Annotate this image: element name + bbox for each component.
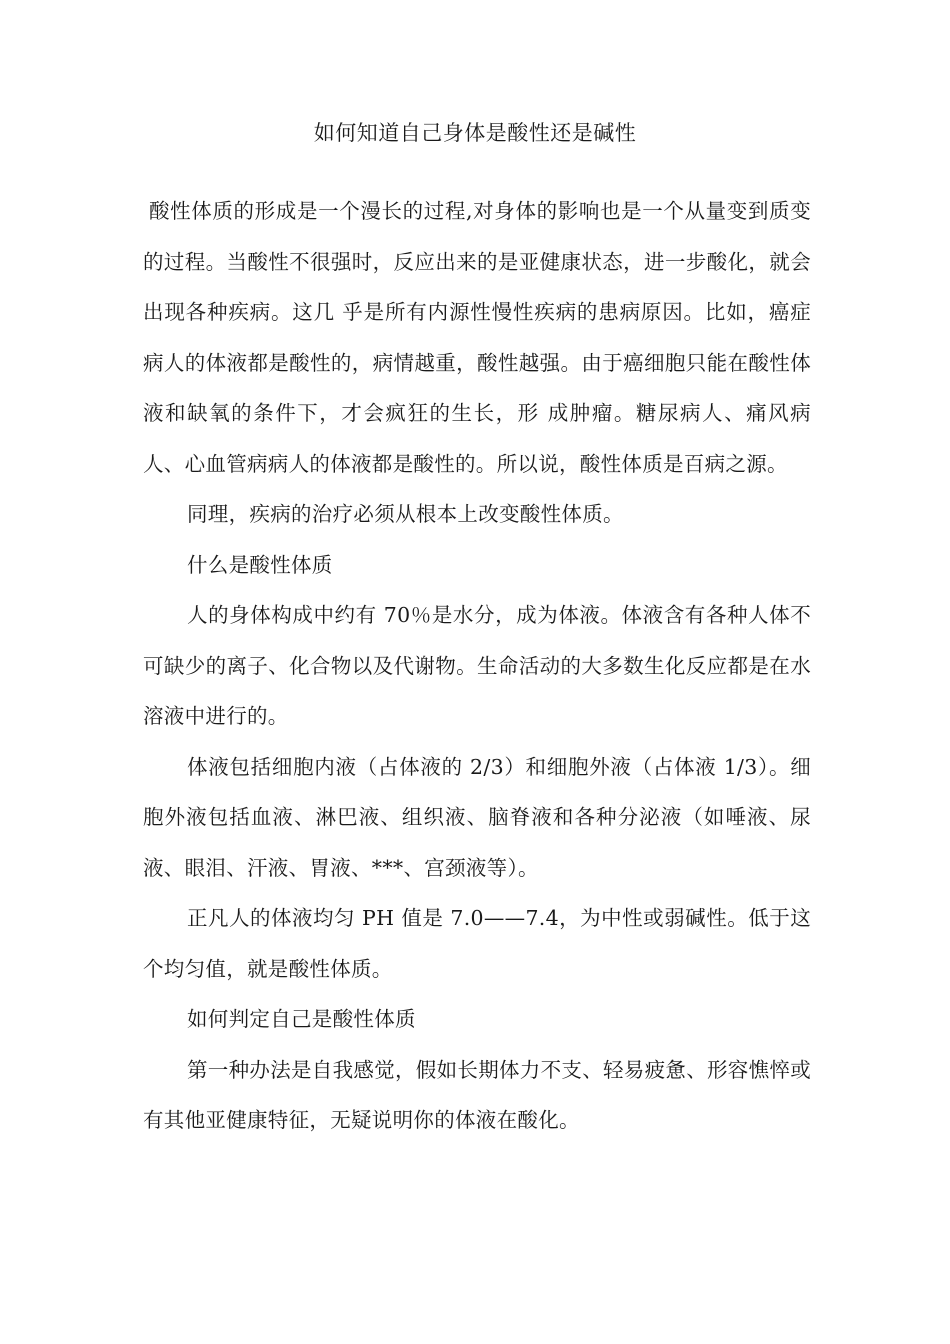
document-title: 如何知道自己身体是酸性还是碱性: [313, 121, 637, 145]
paragraph-method-one: 第一种办法是自我感觉，假如长期体力不支、轻易疲惫、形容憔悴或有其他亚健康特征，无疑说明你的体液在酸化。: [143, 1057, 811, 1132]
paragraph-acidic-formation: 酸性体质的形成是一个漫长的过程,对身体的影响也是一个从量变到质变的过程。当酸性不很强时，反应出来的是亚健康状态，进一步酸化，就会出现各种疾病。这几 乎是所有内源性慢性疾病的患病原因。比如，癌症病人的体液都是酸性的，病情越重，酸性越强。由于癌细胞只能在酸性体液和缺氧的条件下，才会疯狂的生长，形 成肿瘤。糖尿病人、痛风病人、心血管病病人的体液都是酸性的。所以说，酸性体质是百病之源。: [143, 199, 811, 476]
paragraph-fluid-types: 体液包括细胞内液（占体液的 2/3）和细胞外液（占体液 1/3）。细胞外液包括血液、淋巴液、组织液、脑脊液和各种分泌液（如唾液、尿液、眼泪、汗液、胃液、***、宫颈液等）。: [143, 754, 811, 880]
paragraph-body-fluid: 人的身体构成中约有 70％是水分，成为体液。体液含有各种人体不可缺少的离子、化合物以及代谢物。生命活动的大多数生化反应都是在水溶液中进行的。: [143, 603, 811, 728]
paragraph-ph-value: 正凡人的体液均匀 PH 值是 7.0——7.4，为中性或弱碱性。低于这个均匀值，就是酸性体质。: [143, 906, 811, 981]
heading-what-is-acidic: 什么是酸性体质: [187, 552, 333, 577]
paragraph-treatment: 同理，疾病的治疗必须从根本上改变酸性体质。: [187, 502, 624, 526]
document-body: [143, 186, 811, 1146]
heading-how-to-judge: 如何判定自己是酸性体质: [187, 1007, 416, 1031]
